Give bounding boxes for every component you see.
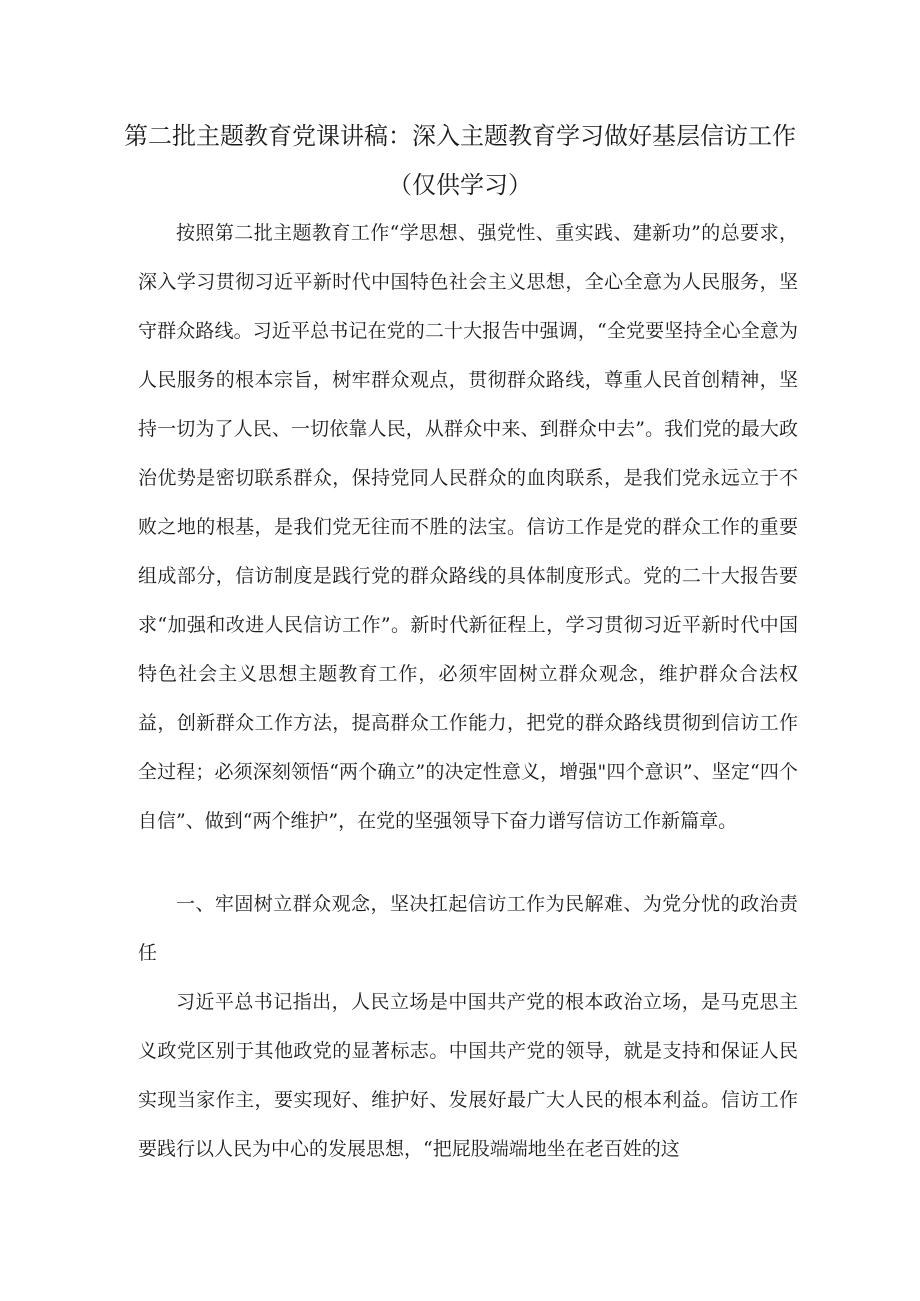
paragraph-section-1 (138, 978, 798, 1174)
section-heading-1 (138, 880, 798, 978)
paragraph-intro (138, 209, 798, 846)
section-heading: 一、牢固树立群众观念，坚决扛起信访工作为民解难、为党分忧的政治责任 (138, 893, 798, 964)
document-subtitle: （仅供学习） (388, 171, 532, 199)
paragraph: 习近平总书记指出，人民立场是中国共产党的根本政治立场，是马克思主义政党区别于其他政党的显著标志。中国共产党的领导，就是支持和保证人民实现当家作主，要实现好、维护好、发展好最广大人民的根本利益。信访工作要践行以人民为中心的发展思想，“把屁股端端地坐在老百姓的这 (138, 991, 798, 1160)
document-title: 第二批主题教育党课讲稿：深入主题教育学习做好基层信访工作 (124, 122, 796, 150)
paragraph: 按照第二批主题教育工作“学思想、强党性、重实践、建新功”的总要求，深入学习贯彻习近平新时代中国特色社会主义思想，全心全意为人民服务，坚守群众路线。习近平总书记在党的二十大报告中强调，“全党要坚持全心全意为人民服务的根本宗旨，树牢群众观点，贯彻群众路线，尊重人民首创精神，坚持一切为了人民、一切依靠人民，从群众中来、到群众中去”。我们党的最大政治优势是密切联系群众，保持党同人民群众的血肉联系，是我们党永远立于不败之地的根基，是我们党无往而不胜的法宝。信访工作是党的群众工作的重要组成部分，信访制度是践行党的群众路线的具体制度形式。党的二十大报告要求“加强和改进人民信访工作”。新时代新征程上，学习贯彻习近平新时代中国特色社会主义思想主题教育工作，必须牢固树立群众观念，维护群众合法权益，创新群众工作方法，提高群众工作能力，把党的群众路线贯彻到信访工作全过程；必须深刻领悟“两个确立”的决定性意义，增强"四个意识”、坚定“四个自信”、做到“两个维护”，在党的坚强领导下奋力谱写信访工作新篇章。 (138, 222, 798, 832)
